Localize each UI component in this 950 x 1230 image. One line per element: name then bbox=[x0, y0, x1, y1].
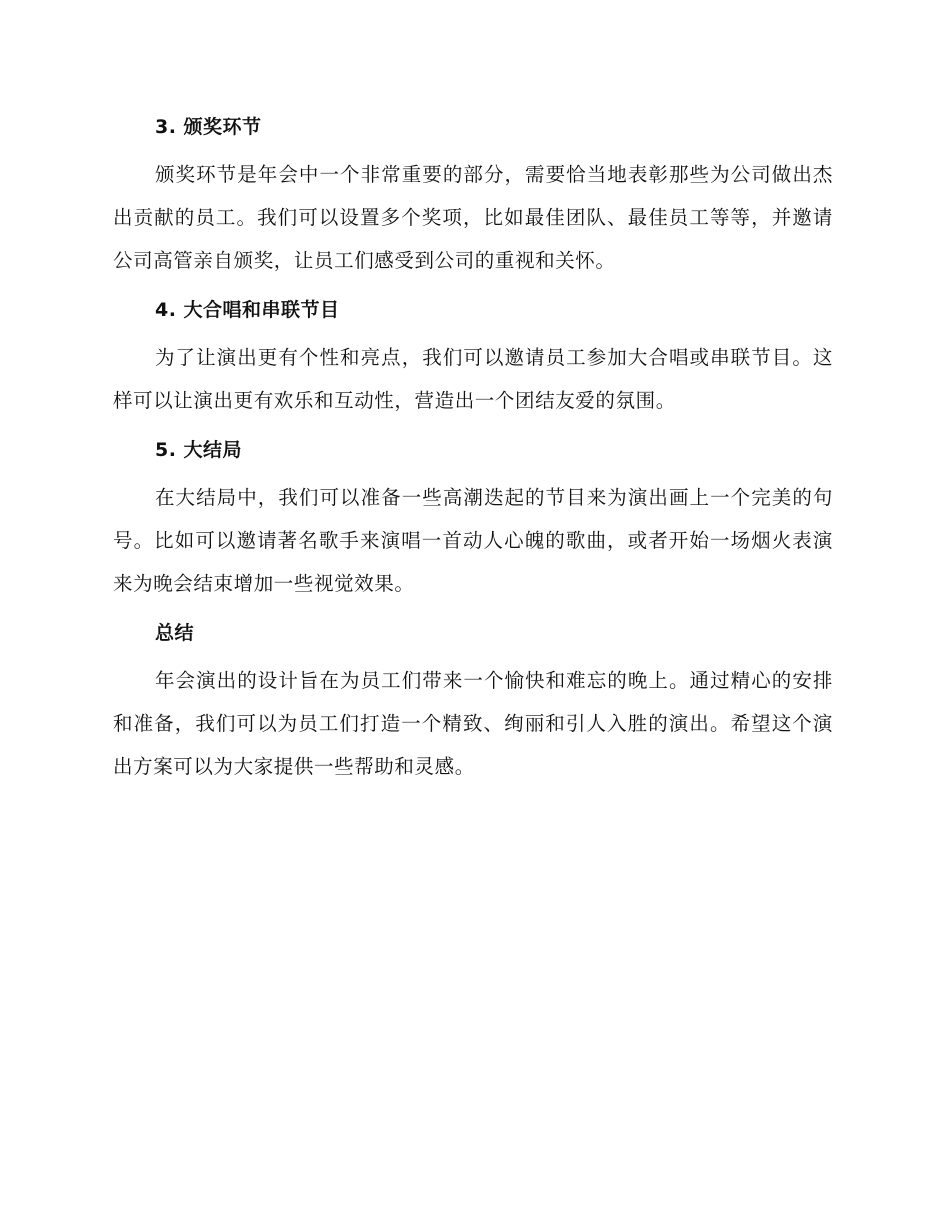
section-heading: 总结 bbox=[155, 622, 195, 644]
section-heading: 3. 颁奖环节 bbox=[155, 116, 262, 138]
section-paragraph: 在大结局中，我们可以准备一些高潮迭起的节目来为演出画上一个完美的句号。比如可以邀请著名歌手来演唱一首动人心魄的歌曲，或者开始一场烟火表演来为晚会结束增加一些视觉效果。 bbox=[113, 486, 833, 595]
document-body bbox=[113, 107, 833, 796]
section-awards bbox=[113, 107, 833, 282]
section-heading: 5. 大结局 bbox=[155, 439, 243, 461]
section-paragraph: 为了让演出更有个性和亮点，我们可以邀请员工参加大合唱或串联节目。这样可以让演出更有欢乐和互动性，营造出一个团结友爱的氛围。 bbox=[113, 346, 833, 412]
section-chorus bbox=[113, 290, 833, 422]
section-heading: 4. 大合唱和串联节目 bbox=[155, 299, 340, 321]
section-finale bbox=[113, 430, 833, 605]
section-paragraph: 颁奖环节是年会中一个非常重要的部分，需要恰当地表彰那些为公司做出杰出贡献的员工。我们可以设置多个奖项，比如最佳团队、最佳员工等等，并邀请公司高管亲自颁奖，让员工们感受到公司的重视和关怀。 bbox=[113, 163, 833, 272]
section-summary bbox=[113, 613, 833, 788]
section-paragraph: 年会演出的设计旨在为员工们带来一个愉快和难忘的晚上。通过精心的安排和准备，我们可以为员工们打造一个精致、绚丽和引人入胜的演出。希望这个演出方案可以为大家提供一些帮助和灵感。 bbox=[113, 669, 833, 778]
